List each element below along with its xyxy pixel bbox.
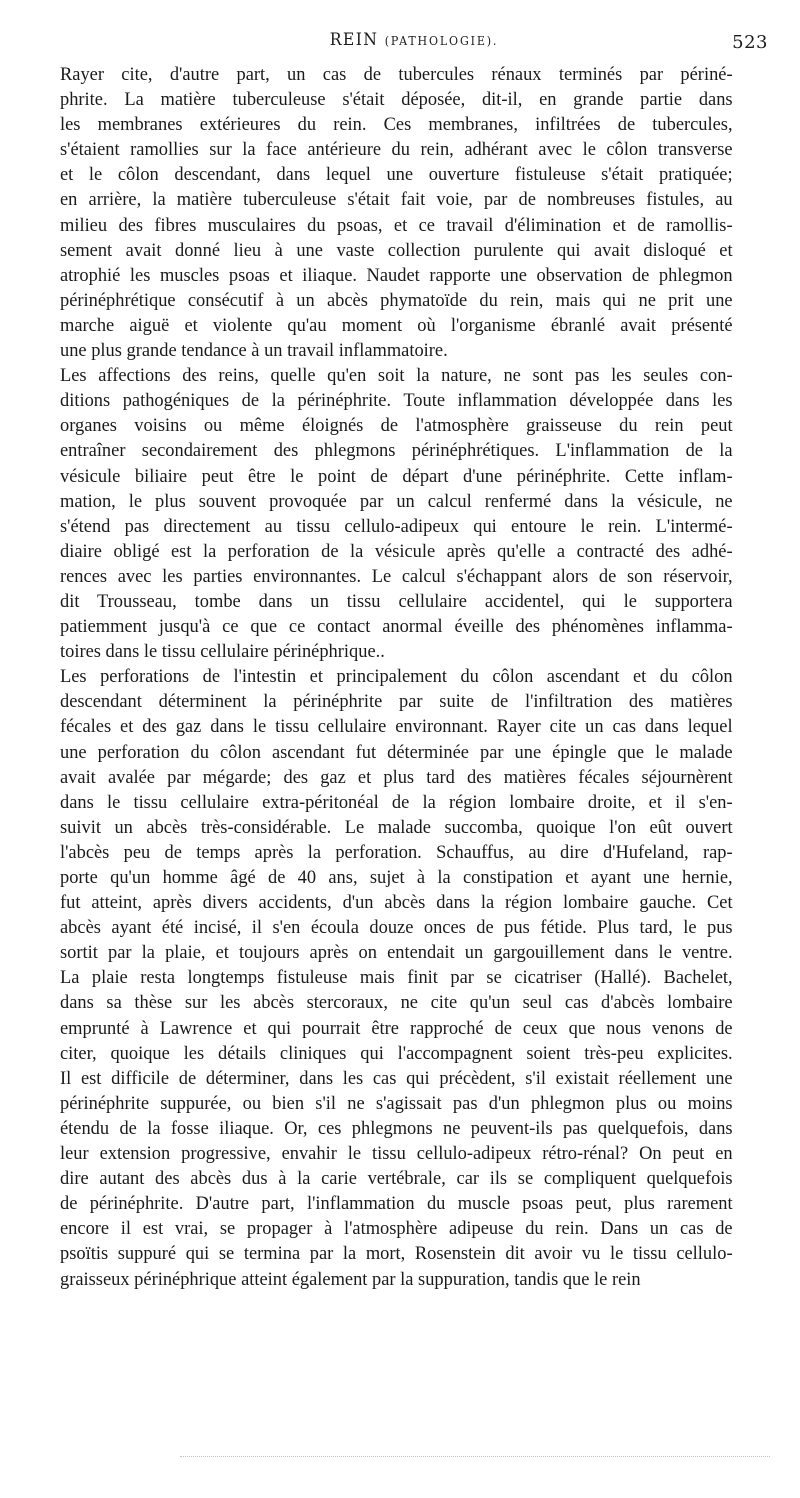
text-line: s'étaient ramollies sur la face antérieure du rein, adhérant avec le côlon transverse — [60, 139, 733, 161]
text-line: rences avec les parties environnantes. Le calcul s'échappant alors de son réservoir, — [60, 565, 733, 587]
text-line: phrite. La matière tuberculeuse s'était déposée, dit-il, en grande partie dans — [60, 89, 733, 111]
text-line: les membranes extérieures du rein. Ces membranes, infiltrées de tubercules, — [60, 114, 733, 136]
text-line: La plaie resta longtemps fistuleuse mais finit par se cicatriser (Hallé). Bachelet, — [60, 967, 733, 989]
text-line: diaire obligé est la perforation de la vésicule après qu'elle a contracté des adhé- — [60, 540, 733, 562]
text-line: emprunté à Lawrence et qui pourrait être rapproché de ceux que nous venons de — [60, 1017, 733, 1039]
paragraph — [60, 664, 733, 1291]
text-line: Les affections des reins, quelle qu'en soit la nature, ne sont pas les seules con- — [60, 365, 733, 387]
text-line: fécales et des gaz dans le tissu cellulaire environnant. Rayer cite un cas dans lequel — [60, 716, 733, 738]
text-line: s'étend pas directement au tissu cellulo-adipeux qui entoure le rein. L'intermé- — [60, 515, 733, 537]
text-line: organes voisins ou même éloignés de l'atmosphère graisseuse du rein peut — [60, 415, 733, 437]
text-line: dire autant des abcès dus à la carie vertébrale, car ils se compliquent quelquefois — [60, 1168, 733, 1190]
text-line: descendant déterminent la périnéphrite par suite de l'infiltration des matières — [60, 691, 733, 713]
paragraph — [60, 62, 733, 363]
header-title — [88, 30, 739, 50]
text-line: l'abcès peu de temps après la perforation. Schauffus, au dire d'Hufeland, rap- — [60, 841, 733, 863]
text-line: graisseux périnéphrique atteint également par la suppuration, tandis que le rein — [60, 1268, 641, 1290]
text-line: leur extension progressive, envahir le tissu cellulo-adipeux rétro-rénal? On peut en — [60, 1143, 733, 1165]
text-line: périnéphrétique consécutif à un abcès phymatoïde du rein, mais qui ne prit une — [60, 289, 733, 311]
text-line: atrophié les muscles psoas et iliaque. Naudet rapporte une observation de phlegmon — [60, 264, 733, 286]
text-line: périnéphrite suppurée, ou bien s'il ne s'agissait pas d'un phlegmon plus ou moins — [60, 1092, 733, 1114]
running-header — [60, 30, 768, 54]
text-line: patiemment jusqu'à ce que ce contact anormal éveille des phénomènes inflamma- — [60, 616, 733, 638]
text-line: sement avait donné lieu à une vaste collection purulente qui avait disloqué et — [60, 239, 733, 261]
body-text — [60, 62, 733, 1292]
text-line: étendu de la fosse iliaque. Or, ces phlegmons ne peuvent-ils pas quelquefois, dans — [60, 1117, 733, 1139]
text-line: en arrière, la matière tuberculeuse s'était fait voie, par de nombreuses fistules, au — [60, 189, 733, 211]
text-line: avait avalée par mégarde; des gaz et plus tard des matières fécales séjournèrent — [60, 766, 733, 788]
text-line: sortit par la plaie, et toujours après on entendait un gargouillement dans le ventre. — [60, 942, 733, 964]
header-title-sub: (PATHOLOGIE). — [384, 34, 499, 48]
text-line: fut atteint, après divers accidents, d'un abcès dans la région lombaire gauche. Cet — [60, 892, 733, 914]
text-line: encore il est vrai, se propager à l'atmosphère adipeuse du rein. Dans un cas de — [60, 1218, 733, 1240]
text-line: une plus grande tendance à un travail inflammatoire. — [60, 340, 448, 362]
text-line: dans sa thèse sur les abcès stercoraux, ne cite qu'un seul cas d'abcès lombaire — [60, 992, 733, 1014]
text-line: une perforation du côlon ascendant fut déterminée par une épingle que le malade — [60, 741, 733, 763]
text-line: de périnéphrite. D'autre part, l'inflammation du muscle psoas peut, plus rarement — [60, 1193, 733, 1215]
text-line: vésicule biliaire peut être le point de départ d'une périnéphrite. Cette inflam- — [60, 465, 733, 487]
page-number: 523 — [732, 32, 768, 53]
text-line: dit Trousseau, tombe dans un tissu cellulaire accidentel, qui le supportera — [60, 590, 733, 612]
text-line: marche aiguë et violente qu'au moment où l'organisme ébranlé avait présenté — [60, 314, 733, 336]
text-line: Les perforations de l'intestin et principalement du côlon ascendant et du côlon — [60, 666, 733, 688]
text-line: Rayer cite, d'autre part, un cas de tubercules rénaux terminés par périné- — [60, 64, 733, 85]
text-line: et le côlon descendant, dans lequel une ouverture fistuleuse s'était pratiquée; — [60, 164, 733, 186]
text-line: porte qu'un homme âgé de 40 ans, sujet à la constipation et ayant une hernie, — [60, 867, 733, 888]
text-line: milieu des fibres musculaires du psoas, et ce travail d'élimination et de ramollis- — [60, 214, 733, 236]
text-line: Il est difficile de déterminer, dans les cas qui précèdent, s'il existait réellement une — [60, 1067, 733, 1089]
text-line: entraîner secondairement des phlegmons périnéphrétiques. L'inflammation de la — [60, 440, 733, 462]
bottom-bleed-through — [180, 1456, 770, 1463]
text-line: ditions pathogéniques de la périnéphrite. Toute inflammation développée dans les — [60, 390, 733, 412]
text-line: psoïtis suppuré qui se termina par la mort, Rosenstein dit avoir vu le tissu cellulo- — [60, 1243, 733, 1265]
text-line: toires dans le tissu cellulaire périnéphrique.. — [60, 641, 385, 663]
paragraph — [60, 363, 733, 664]
text-line: dans le tissu cellulaire extra-péritonéal de la région lombaire droite, et il s'en- — [60, 791, 733, 813]
text-line: suivit un abcès très-considérable. Le malade succomba, quoique l'on eût ouvert — [60, 816, 733, 838]
header-title-main: REIN — [329, 30, 379, 50]
text-line: citer, quoique les détails cliniques qui l'accompagnent soient très-peu explicites. — [60, 1042, 733, 1064]
text-line: abcès ayant été incisé, il s'en écoula douze onces de pus fétide. Plus tard, le pus — [60, 917, 733, 939]
text-line: mation, le plus souvent provoquée par un calcul renfermé dans la vésicule, ne — [60, 490, 733, 512]
